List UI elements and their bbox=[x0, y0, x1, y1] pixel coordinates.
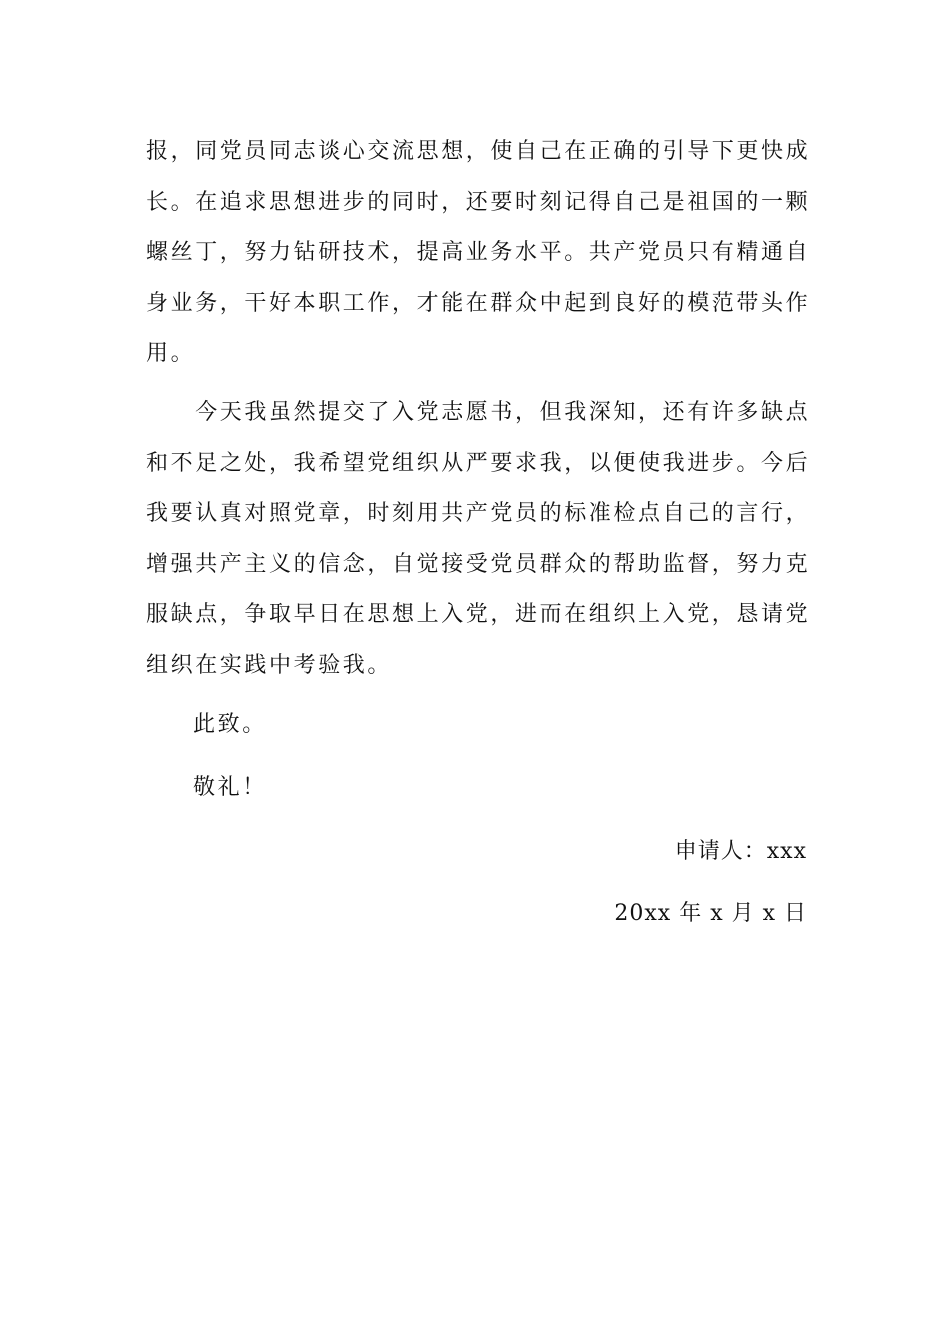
paragraph-line: 今天我虽然提交了入党志愿书，但我深知，还有许多缺点 bbox=[146, 400, 811, 425]
paragraph-line: 服缺点，争取早日在思想上入党，进而在组织上入党，恳请党 bbox=[146, 602, 811, 627]
closing-salutation: 此致。 bbox=[193, 712, 267, 737]
paragraph-line: 增强共产主义的信念，自觉接受党员群众的帮助监督，努力克 bbox=[146, 551, 811, 577]
paragraph-line: 我要认真对照党章，时刻用共产党员的标准检点自己的言行， bbox=[146, 501, 811, 526]
paragraph-line: 用。 bbox=[146, 341, 196, 366]
paragraph-line: 组织在实践中考验我。 bbox=[146, 652, 393, 678]
closing-regards: 敬礼！ bbox=[193, 775, 267, 800]
signature-date: 20xx 年 x 月 x 日 bbox=[614, 901, 807, 926]
paragraph-line: 报，同党员同志谈心交流思想，使自己在正确的引导下更快成 bbox=[146, 139, 811, 164]
paragraph-line: 和不足之处，我希望党组织从严要求我，以便使我进步。今后 bbox=[146, 450, 811, 476]
paragraph-line: 身业务，干好本职工作，才能在群众中起到良好的模范带头作 bbox=[146, 290, 811, 316]
paragraph-2 bbox=[146, 388, 811, 691]
paragraph-line: 长。在追求思想进步的同时，还要时刻记得自己是祖国的一颗 bbox=[146, 189, 811, 215]
paragraph-line: 螺丝丁，努力钻研技术，提高业务水平。共产党员只有精通自 bbox=[146, 240, 811, 265]
applicant-signature: 申请人：xxx bbox=[674, 839, 807, 864]
paragraph-1 bbox=[146, 127, 811, 380]
